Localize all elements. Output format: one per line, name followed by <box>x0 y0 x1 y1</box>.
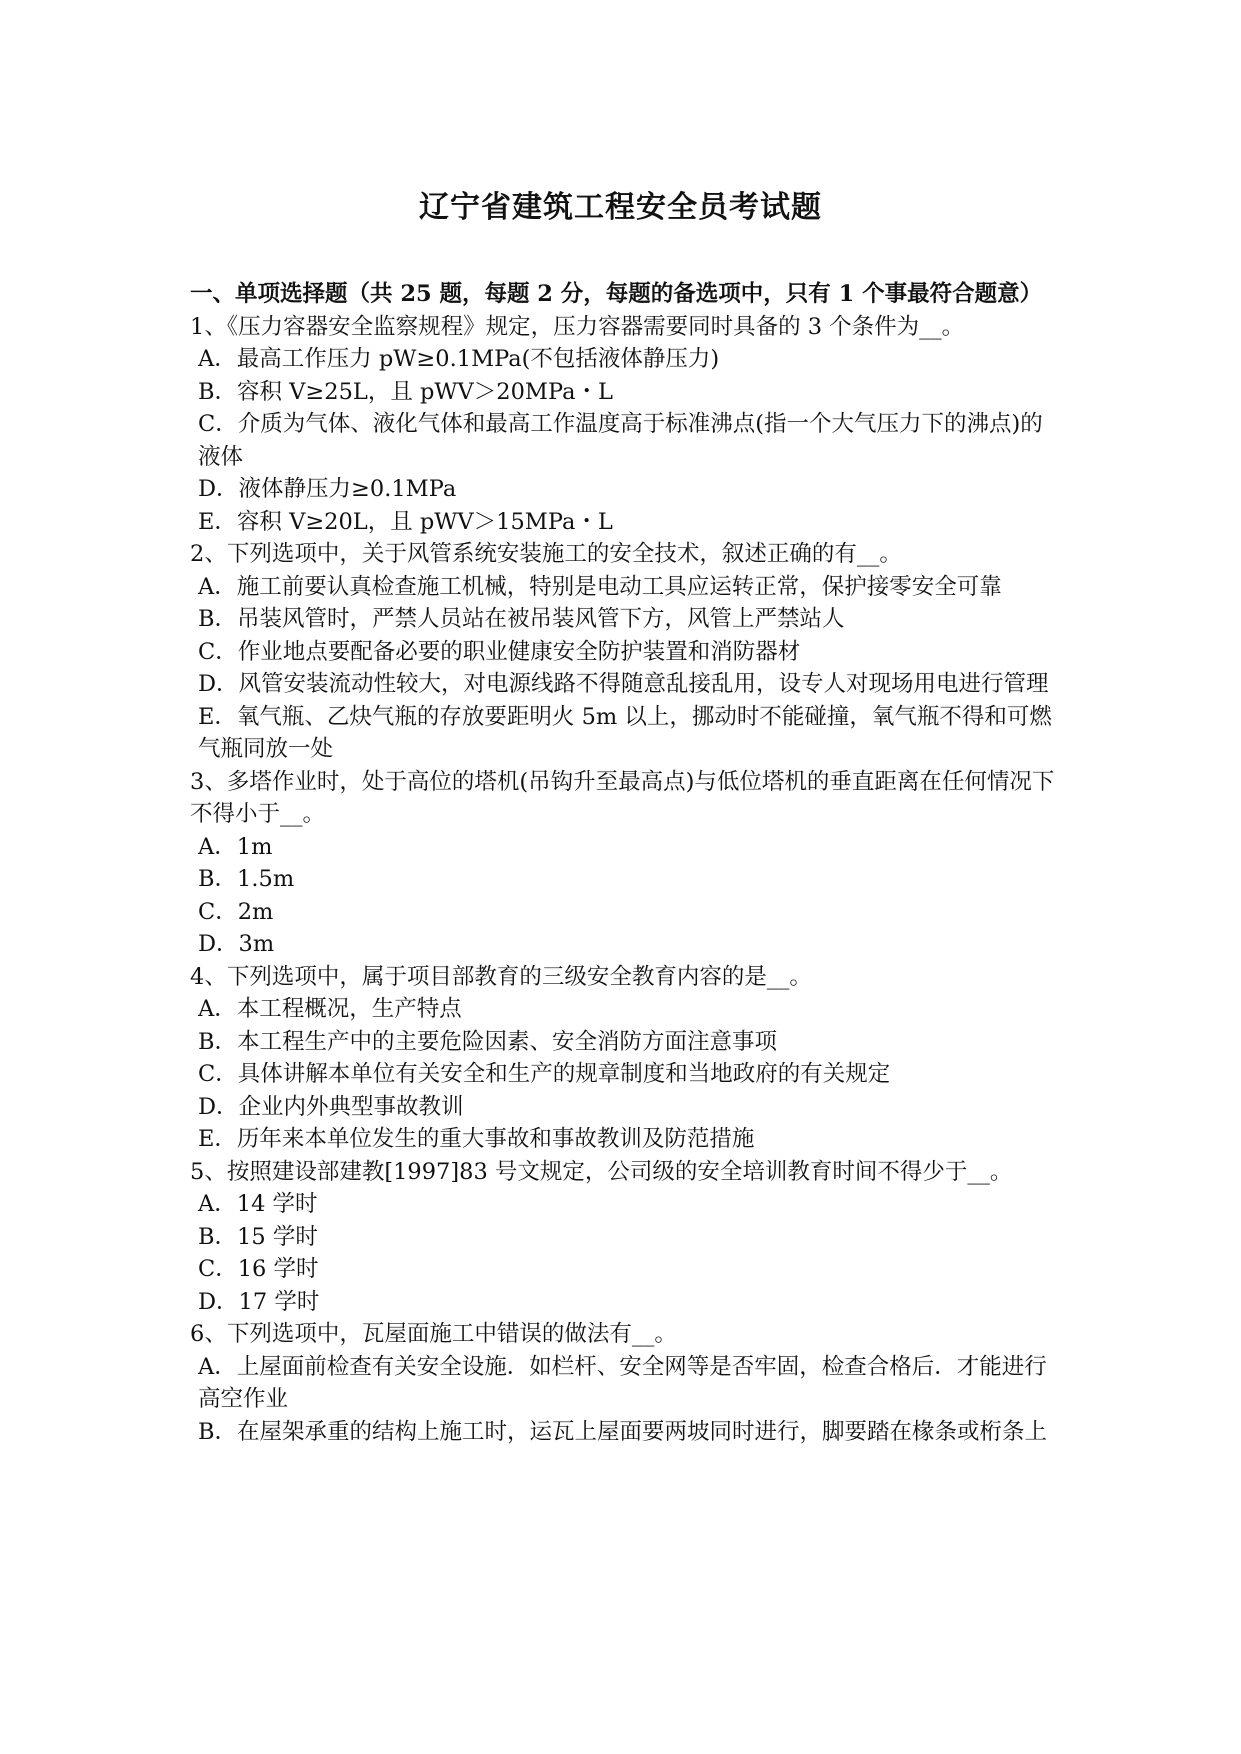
document-body <box>190 278 1060 1448</box>
question-6 <box>190 1318 1060 1448</box>
option-d: D．17 学时 <box>198 1288 320 1315</box>
document-title: 辽宁省建筑工程安全员考试题 <box>419 190 822 225</box>
option-b: B．在屋架承重的结构上施工时，运瓦上屋面要两坡同时进行，脚要踏在椽条或桁条上 <box>198 1418 1048 1445</box>
question-5 <box>190 1156 1060 1319</box>
option-e: E．历年来本单位发生的重大事故和事故教训及防范措施 <box>198 1126 755 1152</box>
option-e: E．氧气瓶、乙炔气瓶的存放要距明火 5m 以上，挪动时不能碰撞，氧气瓶不得和可燃气瓶同放一处 <box>198 703 1052 762</box>
option-b: B．吊装风管时，严禁人员站在被吊装风管下方，风管上严禁站人 <box>198 606 845 632</box>
option-c: C．16 学时 <box>198 1256 319 1282</box>
question-stem: 2、下列选项中，关于风管系统安装施工的安全技术，叙述正确的有__。 <box>190 541 902 567</box>
option-d: D．企业内外典型事故教训 <box>198 1093 464 1120</box>
option-b: B．本工程生产中的主要危险因素、安全消防方面注意事项 <box>198 1028 778 1055</box>
question-1 <box>190 311 1060 539</box>
option-a: A．上屋面前检查有关安全设施．如栏杆、安全网等是否牢固，检查合格后．才能进行高空作业 <box>198 1353 1047 1412</box>
option-b: B．15 学时 <box>198 1223 318 1250</box>
option-e: E．容积 V≥20L，且 pWV＞15MPa・L <box>198 508 613 535</box>
option-a: A．1m <box>198 833 273 860</box>
option-a: A．14 学时 <box>198 1191 318 1217</box>
question-stem: 6、下列选项中，瓦屋面施工中错误的做法有__。 <box>190 1321 677 1347</box>
option-c: C．介质为气体、液化气体和最高工作温度高于标准沸点(指一个大气压力下的沸点)的液体 <box>198 411 1043 470</box>
option-d: D．3m <box>198 931 275 957</box>
option-c: C．作业地点要配备必要的职业健康安全防护装置和消防器材 <box>198 638 801 665</box>
option-b: B．1.5m <box>198 866 295 892</box>
question-stem: 1、《压力容器安全监察规程》规定，压力容器需要同时具备的 3 个条件为__。 <box>190 313 965 340</box>
option-a: A．最高工作压力 pW≥0.1MPa(不包括液体静压力) <box>198 346 720 372</box>
question-4 <box>190 961 1060 1156</box>
option-c: C．具体讲解本单位有关安全和生产的规章制度和当地政府的有关规定 <box>198 1061 891 1087</box>
question-stem: 3、多塔作业时，处于高位的塔机(吊钩升至最高点)与低位塔机的垂直距离在任何情况下不得小于__。 <box>190 768 1055 827</box>
option-d: D．风管安装流动性较大，对电源线路不得随意乱接乱用，设专人对现场用电进行管理 <box>198 671 1049 697</box>
option-a: A．施工前要认真检查施工机械，特别是电动工具应运转正常，保护接零安全可靠 <box>198 573 1002 600</box>
question-stem: 5、按照建设部建教[1997]83 号文规定，公司级的安全培训教育时间不得少于__。 <box>190 1158 1013 1185</box>
question-stem: 4、下列选项中，属于项目部教育的三级安全教育内容的是__。 <box>190 963 812 990</box>
question-3 <box>190 766 1060 961</box>
option-d: D．液体静压力≥0.1MPa <box>198 476 457 502</box>
option-c: C．2m <box>198 898 274 925</box>
option-a: A．本工程概况，生产特点 <box>198 996 462 1022</box>
section-heading: 一、单项选择题（共 25 题，每题 2 分，每题的备选项中，只有 1 个事最符合题意） <box>190 281 1043 307</box>
option-b: B．容积 V≥25L，且 pWV＞20MPa・L <box>198 378 613 405</box>
question-2 <box>190 538 1060 766</box>
